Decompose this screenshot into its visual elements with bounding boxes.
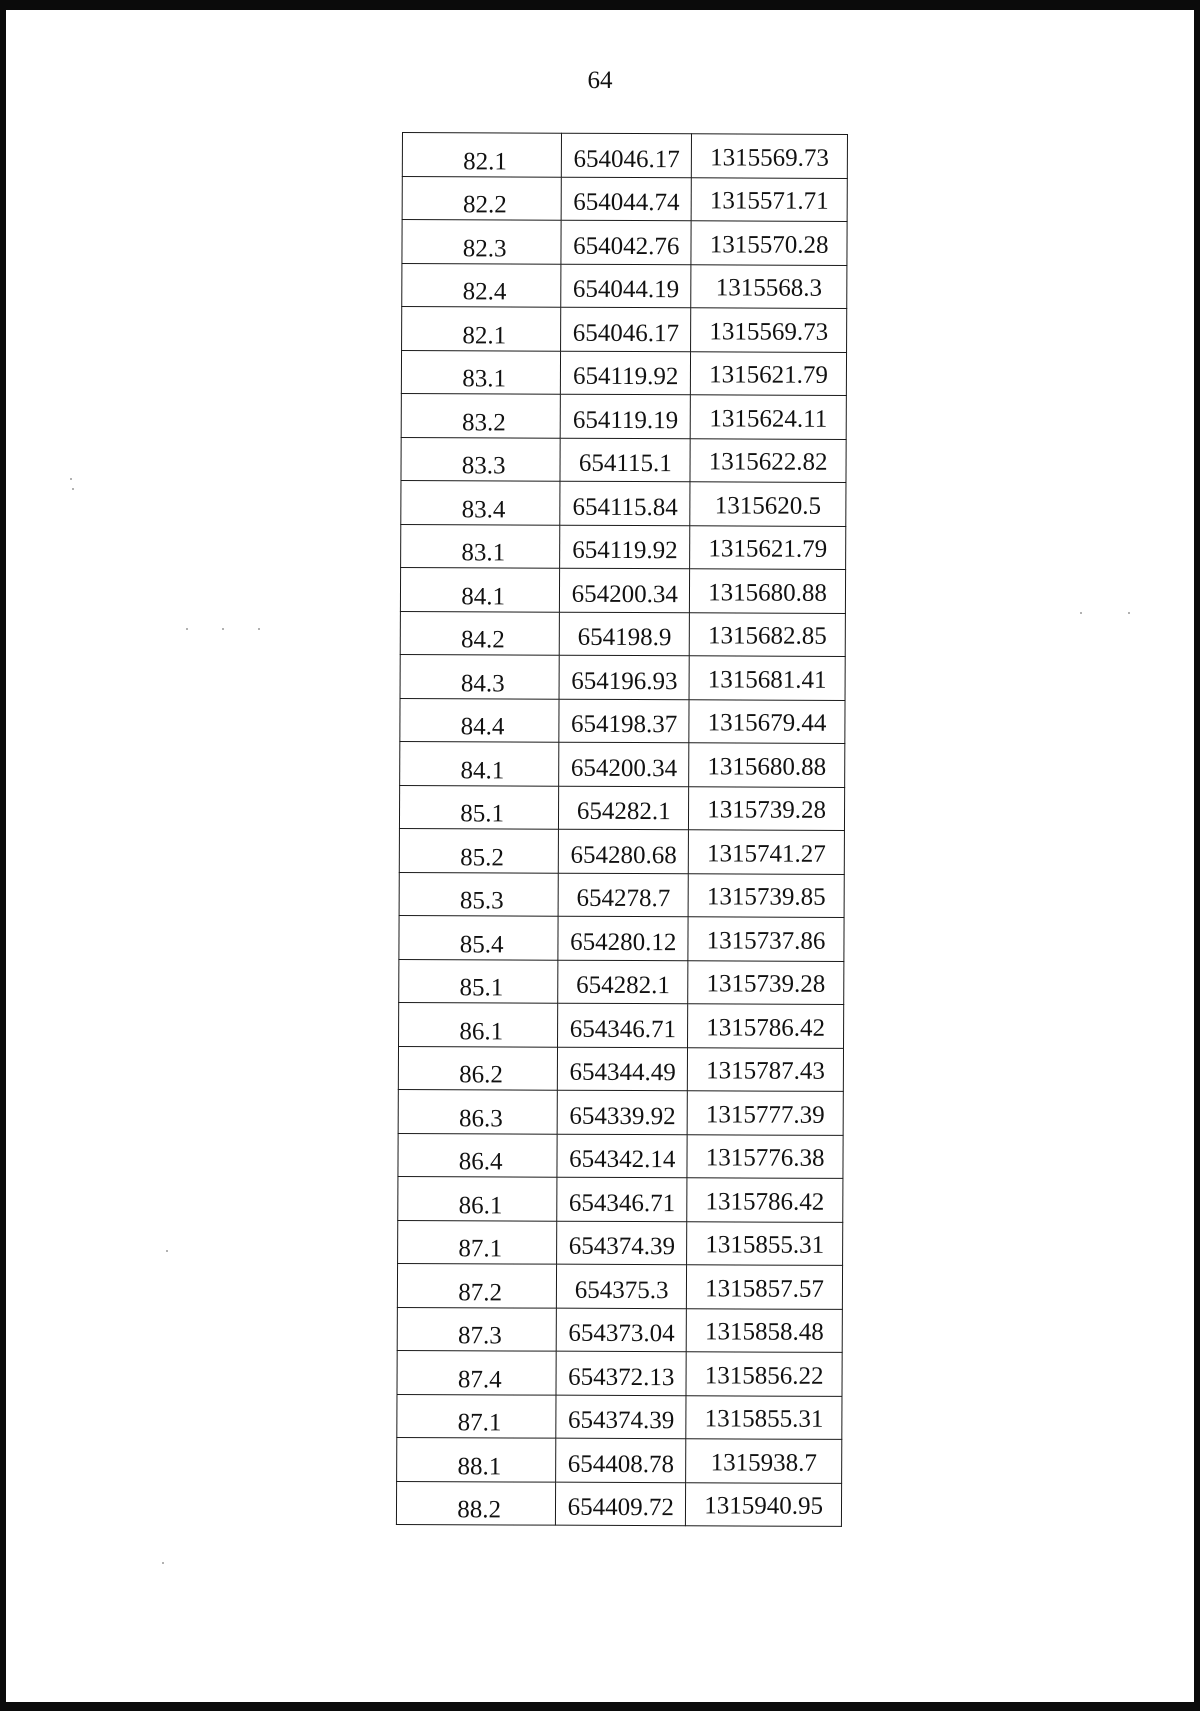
x-coordinate-cell: 654044.19 — [561, 264, 691, 308]
point-id-cell: 83.4 — [401, 480, 561, 524]
y-coordinate-cell: 1315739.28 — [688, 960, 844, 1004]
y-coordinate-cell: 1315569.73 — [692, 134, 848, 178]
point-id-cell: 86.1 — [399, 1002, 559, 1046]
scan-speck — [70, 478, 72, 480]
page-number: 64 — [587, 67, 613, 94]
x-coordinate-cell: 654200.34 — [559, 742, 689, 786]
x-coordinate-cell: 654200.34 — [560, 568, 690, 612]
table-row — [401, 524, 846, 569]
point-id-cell: 83.1 — [401, 350, 561, 394]
scan-speck — [162, 1562, 164, 1564]
y-coordinate-cell: 1315855.31 — [686, 1395, 842, 1439]
x-coordinate-cell: 654046.17 — [561, 307, 691, 351]
y-coordinate-cell: 1315739.28 — [689, 786, 845, 830]
y-coordinate-cell: 1315568.3 — [691, 264, 847, 308]
scan-speck — [72, 488, 74, 490]
table-row — [397, 1437, 842, 1482]
point-id-cell: 86.1 — [398, 1176, 558, 1220]
table-row — [402, 220, 847, 265]
table-row — [400, 611, 845, 656]
table-row — [401, 437, 846, 482]
x-coordinate-cell: 654342.14 — [557, 1134, 687, 1178]
table-row — [399, 828, 844, 873]
point-id-cell: 86.2 — [398, 1046, 558, 1090]
table-row — [397, 1394, 842, 1439]
x-coordinate-cell: 654374.39 — [556, 1395, 686, 1439]
table-row — [397, 1350, 842, 1395]
x-coordinate-cell: 654339.92 — [557, 1090, 687, 1134]
x-coordinate-cell: 654119.92 — [560, 525, 690, 569]
table-row — [400, 698, 845, 743]
y-coordinate-cell: 1315777.39 — [687, 1091, 843, 1135]
x-coordinate-cell: 654372.13 — [556, 1351, 686, 1395]
point-id-cell: 85.3 — [399, 872, 559, 916]
table-row — [400, 654, 845, 699]
table-row — [398, 1220, 843, 1265]
table-row — [401, 393, 846, 438]
y-coordinate-cell: 1315624.11 — [690, 395, 846, 439]
point-id-cell: 85.1 — [399, 785, 559, 829]
scan-speck — [258, 628, 260, 630]
point-id-cell: 88.1 — [397, 1437, 557, 1481]
y-coordinate-cell: 1315682.85 — [689, 612, 845, 656]
point-id-cell: 84.1 — [400, 567, 560, 611]
table-row — [397, 1307, 842, 1352]
scan-speck — [1080, 612, 1082, 614]
y-coordinate-cell: 1315786.42 — [687, 1178, 843, 1222]
y-coordinate-cell: 1315858.48 — [686, 1308, 842, 1352]
x-coordinate-cell: 654046.17 — [562, 133, 692, 177]
point-id-cell: 88.2 — [396, 1481, 556, 1525]
table-body — [396, 133, 847, 1527]
x-coordinate-cell: 654115.1 — [560, 438, 690, 482]
point-id-cell: 87.3 — [397, 1307, 557, 1351]
x-coordinate-cell: 654196.93 — [559, 655, 689, 699]
point-id-cell: 87.1 — [398, 1220, 558, 1264]
table-row — [402, 133, 847, 178]
y-coordinate-cell: 1315739.85 — [688, 873, 844, 917]
point-id-cell: 83.3 — [401, 437, 561, 481]
table-row — [398, 1176, 843, 1221]
table-row — [400, 741, 845, 786]
point-id-cell: 84.4 — [400, 698, 560, 742]
point-id-cell: 85.2 — [399, 828, 559, 872]
point-id-cell: 82.1 — [402, 133, 562, 177]
y-coordinate-cell: 1315571.71 — [691, 177, 847, 221]
table-row — [400, 567, 845, 612]
x-coordinate-cell: 654346.71 — [557, 1177, 687, 1221]
table-row — [399, 872, 844, 917]
y-coordinate-cell: 1315741.27 — [688, 830, 844, 874]
point-id-cell: 84.1 — [400, 741, 560, 785]
y-coordinate-cell: 1315621.79 — [690, 525, 846, 569]
table-row — [398, 1089, 843, 1134]
x-coordinate-cell: 654042.76 — [561, 220, 691, 264]
x-coordinate-cell: 654374.39 — [557, 1221, 687, 1265]
y-coordinate-cell: 1315737.86 — [688, 917, 844, 961]
table-row — [397, 1263, 842, 1308]
x-coordinate-cell: 654198.9 — [560, 612, 690, 656]
y-coordinate-cell: 1315620.5 — [690, 482, 846, 526]
x-coordinate-cell: 654280.12 — [558, 916, 688, 960]
point-id-cell: 86.4 — [398, 1133, 558, 1177]
point-id-cell: 84.2 — [400, 611, 560, 655]
point-id-cell: 87.4 — [397, 1350, 557, 1394]
y-coordinate-cell: 1315680.88 — [689, 743, 845, 787]
y-coordinate-cell: 1315938.7 — [686, 1439, 842, 1483]
point-id-cell: 84.3 — [400, 654, 560, 698]
x-coordinate-cell: 654375.3 — [557, 1264, 687, 1308]
y-coordinate-cell: 1315786.42 — [688, 1004, 844, 1048]
y-coordinate-cell: 1315679.44 — [689, 699, 845, 743]
y-coordinate-cell: 1315940.95 — [686, 1482, 842, 1526]
point-id-cell: 82.2 — [402, 176, 562, 220]
point-id-cell: 83.2 — [401, 393, 561, 437]
y-coordinate-cell: 1315856.22 — [686, 1352, 842, 1396]
scan-speck — [1128, 612, 1130, 614]
x-coordinate-cell: 654344.49 — [558, 1047, 688, 1091]
x-coordinate-cell: 654346.71 — [558, 1003, 688, 1047]
x-coordinate-cell: 654409.72 — [556, 1482, 686, 1526]
y-coordinate-cell: 1315776.38 — [687, 1134, 843, 1178]
x-coordinate-cell: 654373.04 — [557, 1308, 687, 1352]
y-coordinate-cell: 1315622.82 — [690, 438, 846, 482]
x-coordinate-cell: 654278.7 — [558, 873, 688, 917]
table-row — [399, 959, 844, 1004]
table-row — [399, 1002, 844, 1047]
y-coordinate-cell: 1315857.57 — [687, 1265, 843, 1309]
y-coordinate-cell: 1315681.41 — [689, 656, 845, 700]
table-row — [402, 176, 847, 221]
table-row — [402, 307, 847, 352]
table-row — [401, 480, 846, 525]
coordinates-table — [396, 132, 848, 1527]
x-coordinate-cell: 654119.92 — [561, 351, 691, 395]
scan-speck — [166, 1250, 168, 1252]
table-row — [396, 1481, 841, 1526]
table-row — [398, 1133, 843, 1178]
point-id-cell: 85.1 — [399, 959, 559, 1003]
x-coordinate-cell: 654282.1 — [558, 960, 688, 1004]
point-id-cell: 82.1 — [402, 307, 562, 351]
y-coordinate-cell: 1315569.73 — [691, 308, 847, 352]
point-id-cell: 82.3 — [402, 220, 562, 264]
x-coordinate-cell: 654280.68 — [559, 829, 689, 873]
point-id-cell: 83.1 — [401, 524, 561, 568]
scan-speck — [186, 628, 188, 630]
table-row — [402, 263, 847, 308]
table-row — [399, 915, 844, 960]
scan-speck — [222, 628, 224, 630]
x-coordinate-cell: 654115.84 — [560, 481, 690, 525]
point-id-cell: 87.2 — [397, 1263, 557, 1307]
table-row — [398, 1046, 843, 1091]
table-row — [399, 785, 844, 830]
y-coordinate-cell: 1315680.88 — [690, 569, 846, 613]
x-coordinate-cell: 654282.1 — [559, 786, 689, 830]
x-coordinate-cell: 654119.19 — [561, 394, 691, 438]
point-id-cell: 87.1 — [397, 1394, 557, 1438]
point-id-cell: 82.4 — [402, 263, 562, 307]
y-coordinate-cell: 1315855.31 — [687, 1221, 843, 1265]
y-coordinate-cell: 1315570.28 — [691, 221, 847, 265]
x-coordinate-cell: 654198.37 — [559, 699, 689, 743]
x-coordinate-cell: 654044.74 — [561, 177, 691, 221]
point-id-cell: 86.3 — [398, 1089, 558, 1133]
point-id-cell: 85.4 — [399, 915, 559, 959]
y-coordinate-cell: 1315787.43 — [688, 1047, 844, 1091]
y-coordinate-cell: 1315621.79 — [691, 351, 847, 395]
x-coordinate-cell: 654408.78 — [556, 1438, 686, 1482]
table-row — [401, 350, 846, 395]
